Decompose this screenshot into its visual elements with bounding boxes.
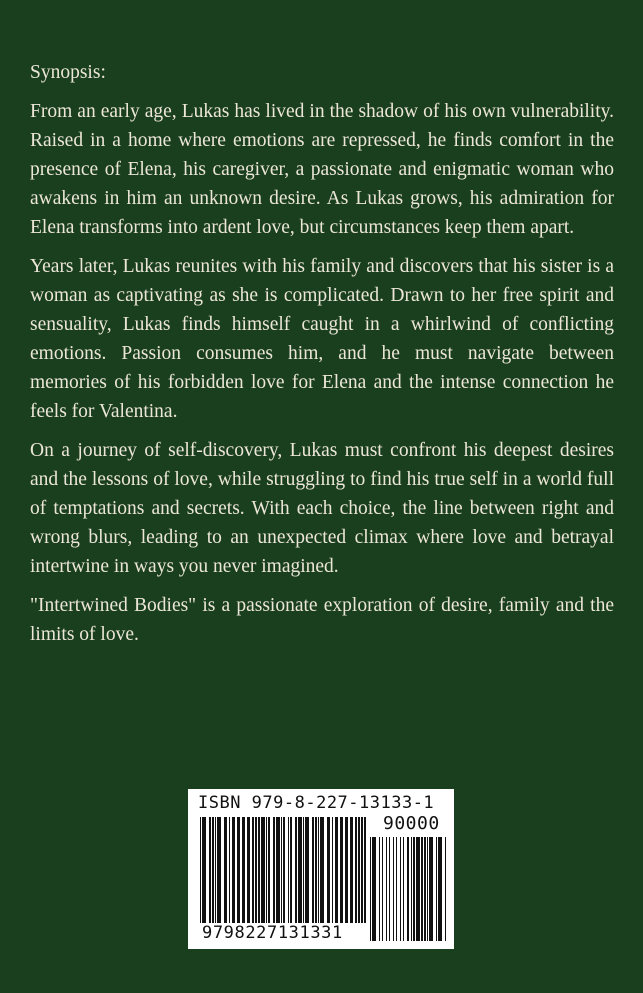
isbn-barcode xyxy=(188,789,454,949)
barcode-bar xyxy=(237,817,240,923)
barcode-bar xyxy=(436,837,437,941)
barcode-bar xyxy=(273,817,275,923)
price-addon-label: 90000 xyxy=(383,813,440,834)
barcode-bar xyxy=(411,837,412,941)
barcode-bar xyxy=(358,817,360,923)
barcode-bar xyxy=(413,837,415,941)
barcode-bar xyxy=(242,817,245,923)
barcode-bar xyxy=(281,817,282,923)
barcode-bar xyxy=(427,837,428,941)
barcode-bar xyxy=(303,817,304,923)
barcode-bar xyxy=(400,837,401,941)
barcode-bar xyxy=(345,817,348,923)
barcode-bar xyxy=(288,817,289,923)
barcode-bar xyxy=(295,817,297,923)
barcode-bar xyxy=(386,837,387,941)
barcode-bar xyxy=(290,817,292,923)
synopsis-heading: Synopsis: xyxy=(30,62,106,83)
barcode-bar xyxy=(215,817,216,923)
barcode-bar xyxy=(298,817,302,923)
barcode-bar xyxy=(335,817,338,923)
barcode-bar xyxy=(212,817,214,923)
barcode-bar xyxy=(315,817,317,923)
barcode-bar xyxy=(416,837,420,941)
barcode-bar xyxy=(396,837,397,941)
barcode-bar xyxy=(372,837,376,941)
barcode-bar xyxy=(370,837,371,941)
synopsis-paragraph-4: "Intertwined Bodies" is a passionate exploration of desire, family and the limits of love. xyxy=(30,595,614,645)
barcode-bar xyxy=(393,837,394,941)
synopsis-block xyxy=(30,58,614,659)
barcode-bar xyxy=(318,817,319,923)
barcode-bar xyxy=(229,817,230,923)
barcode-bar xyxy=(364,817,366,923)
barcode-bar xyxy=(340,817,343,923)
barcode-bar xyxy=(327,817,330,923)
barcode-bar xyxy=(429,837,433,941)
barcode-bar xyxy=(382,837,383,941)
barcode-bar xyxy=(424,837,426,941)
barcode-bar xyxy=(232,817,235,923)
synopsis-paragraph-1: From an early age, Lukas has lived in the shadow of his own vulnerability. Raised in a home where emotions are repressed, he finds comfort in the presence of Elena, his caregiver, a passionate and enigmatic woman who awakens in him an unknown desire. As Lukas grows, his admiration for Elena transforms into ardent love, but circumstances keep them apart. xyxy=(30,101,614,238)
barcode-bar xyxy=(252,817,254,923)
synopsis-paragraph-3: On a journey of self-discovery, Lukas must confront his deepest desires and the lessons of love, while struggling to find his true self in a world full of temptations and secrets. With each choice, the line between right and wrong blurs, leading to an unexpected climax where love and betrayal intertwine in ways you never imagined. xyxy=(30,440,614,577)
barcode-bar xyxy=(361,817,363,923)
barcode-bar xyxy=(320,817,324,923)
barcode-bar xyxy=(258,817,260,923)
ean-digits: 9798227131331 xyxy=(202,923,343,943)
barcode-bar xyxy=(389,837,390,941)
barcode-bar xyxy=(355,817,357,923)
barcode-bar xyxy=(224,817,227,923)
barcode-bar xyxy=(445,837,446,941)
barcode-bar xyxy=(350,817,353,923)
barcode-bar xyxy=(276,817,280,923)
barcode-bar xyxy=(305,817,309,923)
barcode-bar xyxy=(217,817,221,923)
barcode-bar xyxy=(268,817,270,923)
barcode-bar xyxy=(255,817,257,923)
barcode-bar xyxy=(332,817,333,923)
barcode-bar xyxy=(312,817,314,923)
barcode-bar xyxy=(438,837,442,941)
isbn-label: ISBN 979-8-227-13133-1 xyxy=(198,793,435,813)
barcode-bar xyxy=(421,837,423,941)
barcode-bar xyxy=(407,837,409,941)
barcode-bar xyxy=(202,817,206,923)
barcode-bar xyxy=(200,817,201,923)
barcode-bar xyxy=(403,837,404,941)
barcode-bar xyxy=(379,837,380,941)
barcode-bar xyxy=(247,817,250,923)
barcode-bar xyxy=(261,817,265,923)
barcode-bar xyxy=(266,817,267,923)
addon-bars xyxy=(370,837,450,941)
barcode-bar xyxy=(209,817,211,923)
barcode-bar xyxy=(283,817,285,923)
synopsis-paragraph-2: Years later, Lukas reunites with his family and discovers that his sister is a woman as captivating as she is complicated. Drawn to her free spirit and sensuality, Lukas finds himself caught in a whirlwind of conflicting emotions. Passion consumes him, and he must navigate between memories of his forbidden love for Elena and the intense connection he feels for Valentina. xyxy=(30,256,614,422)
ean-bars xyxy=(200,817,368,923)
